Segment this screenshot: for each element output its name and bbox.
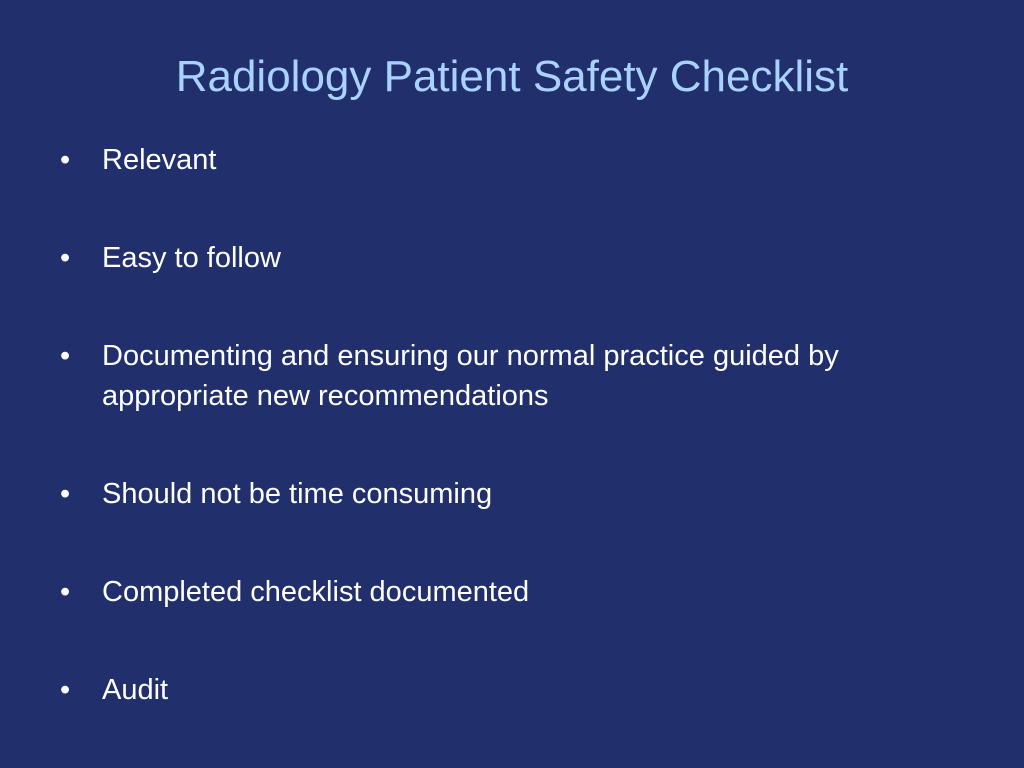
bullet-list [58,140,958,768]
bullet-icon: • [60,242,71,274]
bullet-text: Should not be time consuming [102,478,493,510]
bullet-icon: • [60,478,71,510]
list-item [58,336,958,416]
list-item [58,474,958,514]
list-item [58,572,958,612]
bullet-text: Relevant [102,144,217,176]
bullet-icon: • [60,576,71,608]
list-item [58,238,958,278]
bullet-text: Documenting and ensuring our normal practice guided by appropriate new recommendations [102,340,839,412]
bullet-icon: • [60,340,71,372]
bullet-icon: • [60,144,71,176]
list-item [58,140,958,180]
bullet-text: Easy to follow [102,242,281,274]
bullet-icon: • [60,674,71,706]
bullet-text: Audit [102,674,169,706]
list-item [58,670,958,710]
bullet-text: Completed checklist documented [102,576,530,608]
slide-title: Radiology Patient Safety Checklist [175,52,849,101]
